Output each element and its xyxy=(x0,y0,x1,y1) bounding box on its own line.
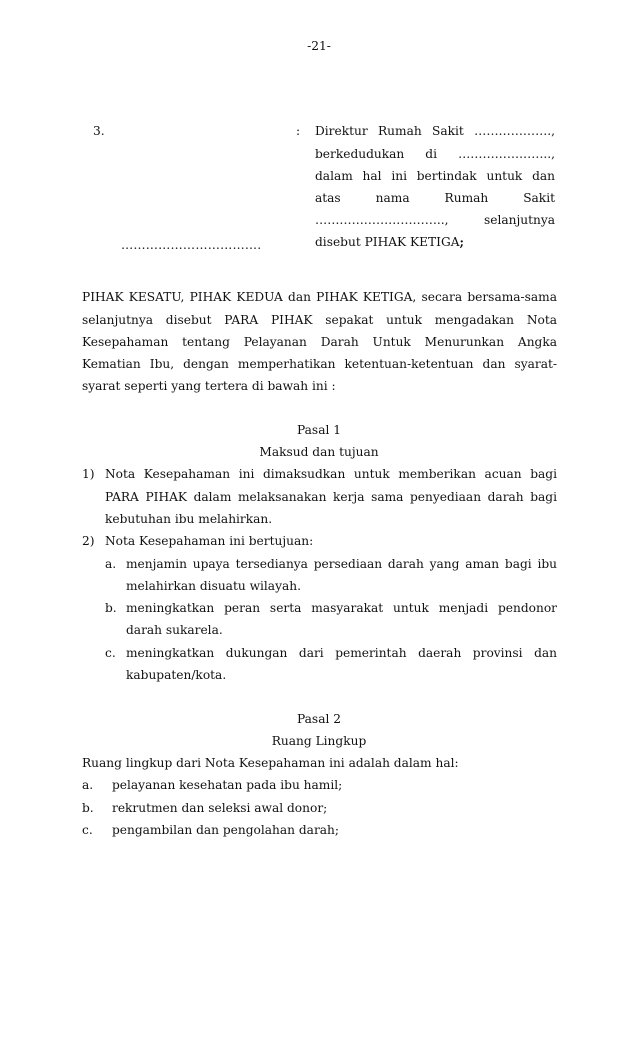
intro-line-4: Kematian Ibu, dengan memperhatikan ketentuan-ketentuan dan syarat- xyxy=(82,357,557,371)
scope-b-letter: b. xyxy=(82,801,94,815)
intro-line-2: selanjutnya disebut PARA PIHAK sepakat untuk mengadakan Nota xyxy=(82,313,557,327)
item-1-number: 1) xyxy=(82,467,95,481)
party-number: 3. xyxy=(93,124,105,138)
scope-a-text: pelayanan kesehatan pada ibu hamil; xyxy=(112,778,343,792)
scope-c-letter: c. xyxy=(82,823,93,837)
subitem-b-letter: b. xyxy=(105,601,117,615)
party-line-1: Direktur Rumah Sakit ………………., xyxy=(315,124,555,138)
intro-line-5: syarat seperti yang tertera di bawah ini : xyxy=(82,379,336,393)
party-line-6 xyxy=(315,234,464,250)
subitem-a-line-1: menjamin upaya tersedianya persediaan darah yang aman bagi ibu xyxy=(126,557,557,571)
subitem-c-line-2: kabupaten/kota. xyxy=(126,668,227,682)
pasal-1-title: Maksud dan tujuan xyxy=(259,445,379,459)
item-2-text: Nota Kesepahaman ini bertujuan: xyxy=(105,534,314,548)
scope-a-letter: a. xyxy=(82,778,94,792)
pasal-2-title: Ruang Lingkup xyxy=(271,734,367,748)
pasal-2-heading: Pasal 2 xyxy=(297,712,341,726)
scope-c-text: pengambilan dan pengolahan darah; xyxy=(112,823,339,837)
item-2-number: 2) xyxy=(82,534,95,548)
party-line-6-semicolon: ; xyxy=(459,235,464,249)
party-line-5: ………………………….., selanjutnya xyxy=(315,213,555,227)
pasal-1-heading: Pasal 1 xyxy=(297,423,341,437)
subitem-c-line-1: meningkatkan dukungan dari pemerintah daerah provinsi dan xyxy=(126,646,557,660)
subitem-c-letter: c. xyxy=(105,646,116,660)
subitem-b-line-1: meningkatkan peran serta masyarakat untuk menjadi pendonor xyxy=(126,601,557,615)
party-line-4: atas nama Rumah Sakit xyxy=(315,191,555,205)
subitem-b-line-2: darah sukarela. xyxy=(126,623,223,637)
intro-line-1: PIHAK KESATU, PIHAK KEDUA dan PIHAK KETIGA, secara bersama-sama xyxy=(82,290,557,304)
scope-b-text: rekrutmen dan seleksi awal donor; xyxy=(112,801,328,815)
subitem-a-line-2: melahirkan disuatu wilayah. xyxy=(126,579,301,593)
pasal-2-intro: Ruang lingkup dari Nota Kesepahaman ini adalah dalam hal: xyxy=(82,756,459,770)
intro-line-3: Kesepahaman tentang Pelayanan Darah Untuk Menurunkan Angka xyxy=(82,335,557,349)
subitem-a-letter: a. xyxy=(105,557,117,571)
item-1-line-1: Nota Kesepahaman ini dimaksudkan untuk memberikan acuan bagi xyxy=(105,467,557,481)
page-number: -21- xyxy=(307,39,331,53)
party-line-3: dalam hal ini bertindak untuk dan xyxy=(315,169,555,183)
party-name-placeholder: ……………………………. xyxy=(121,238,262,252)
item-1-line-3: kebutuhan ibu melahirkan. xyxy=(105,512,273,526)
party-line-6-text: disebut PIHAK KETIGA xyxy=(315,235,460,249)
party-colon: : xyxy=(296,124,301,138)
party-line-2: berkedudukan di ………………….., xyxy=(315,147,555,161)
item-1-line-2: PARA PIHAK dalam melaksanakan kerja sama penyediaan darah bagi xyxy=(105,490,557,504)
